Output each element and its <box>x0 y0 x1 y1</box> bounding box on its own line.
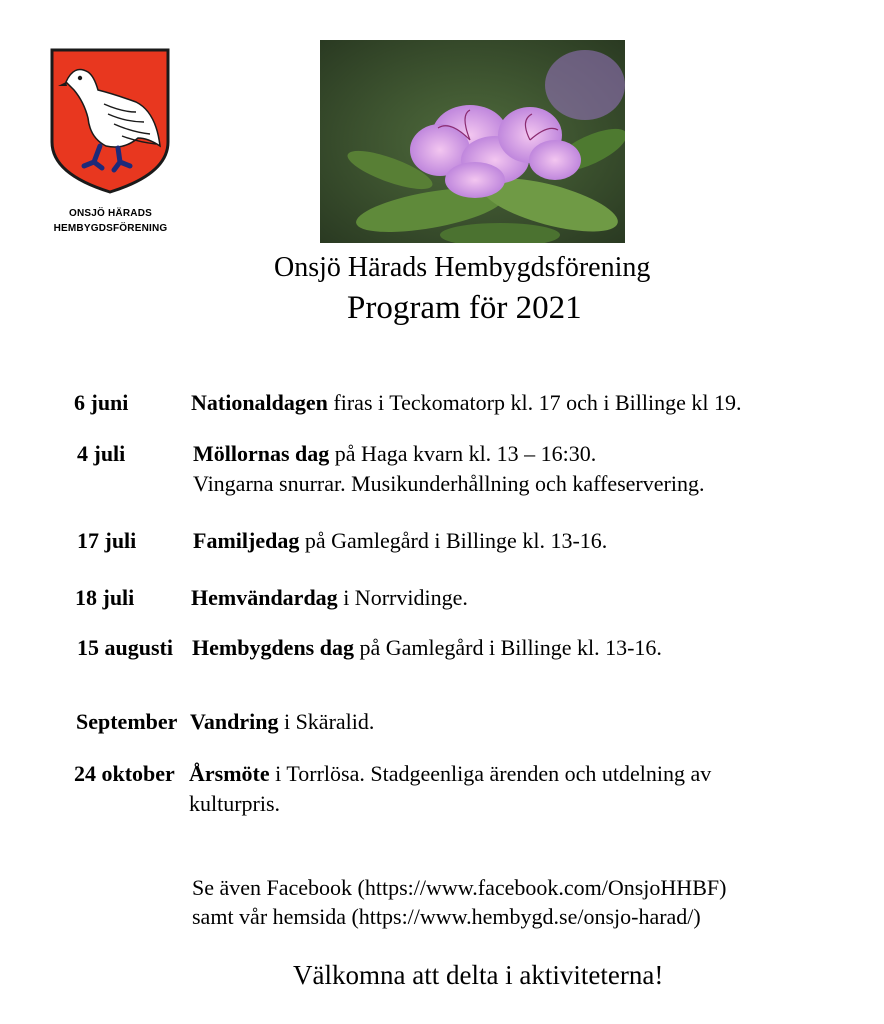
event-date: 17 juli <box>77 528 137 553</box>
dove-shield-icon <box>44 42 177 202</box>
event-description <box>193 439 596 469</box>
event-description <box>191 583 468 613</box>
event-name: Möllornas dag <box>193 441 330 466</box>
event-text: i Norrvidinge. <box>337 585 468 610</box>
event-name: Hemvändardag <box>191 585 338 610</box>
association-logo <box>44 42 177 247</box>
event-date: 6 juni <box>74 390 129 415</box>
event-text: i Skäralid. <box>278 709 375 734</box>
event-name: Familjedag <box>193 528 300 553</box>
event-description <box>191 388 741 418</box>
event-text: på Gamlegård i Billinge kl. 13-16. <box>353 635 662 660</box>
event-date: 24 oktober <box>74 761 175 786</box>
event-name: Nationaldagen <box>191 390 328 415</box>
event-text: firas i Teckomatorp kl. 17 och i Billinge kl 19. <box>327 390 742 415</box>
event-date: September <box>76 709 178 734</box>
event-text: på Gamlegård i Billinge kl. 13-16. <box>299 528 608 553</box>
event-date: 18 juli <box>75 585 135 610</box>
event-description <box>192 633 662 663</box>
welcome-text: Välkomna att delta i aktiviteterna! <box>293 960 664 990</box>
event-text: i Torrlösa. Stadgeenliga ärenden och utdelning av <box>269 761 712 786</box>
logo-caption-line1: ONSJÖ HÄRADS <box>69 208 152 219</box>
event-date: 15 augusti <box>77 635 173 660</box>
page-title: Onsjö Härads Hembygdsförening <box>274 252 651 283</box>
event-description <box>190 707 374 737</box>
event-extra: kulturpris. <box>189 791 281 816</box>
event-name: Vandring <box>190 709 279 734</box>
event-description <box>189 759 711 789</box>
page-subtitle: Program för 2021 <box>347 290 582 326</box>
event-extra: Vingarna snurrar. Musikunderhållning och kaffeservering. <box>193 471 705 496</box>
event-name: Årsmöte <box>189 761 270 786</box>
facebook-note: Se även Facebook (https://www.facebook.com/OnsjoHHBF) <box>192 875 727 900</box>
logo-caption-line2: HEMBYGDSFÖRENING <box>53 223 168 234</box>
rhododendron-photo <box>320 40 625 243</box>
event-text: på Haga kvarn kl. 13 – 16:30. <box>329 441 597 466</box>
event-name: Hembygdens dag <box>192 635 354 660</box>
website-note: samt vår hemsida (https://www.hembygd.se/onsjo-harad/) <box>192 904 701 929</box>
event-description <box>193 526 607 556</box>
event-date: 4 juli <box>77 441 126 466</box>
